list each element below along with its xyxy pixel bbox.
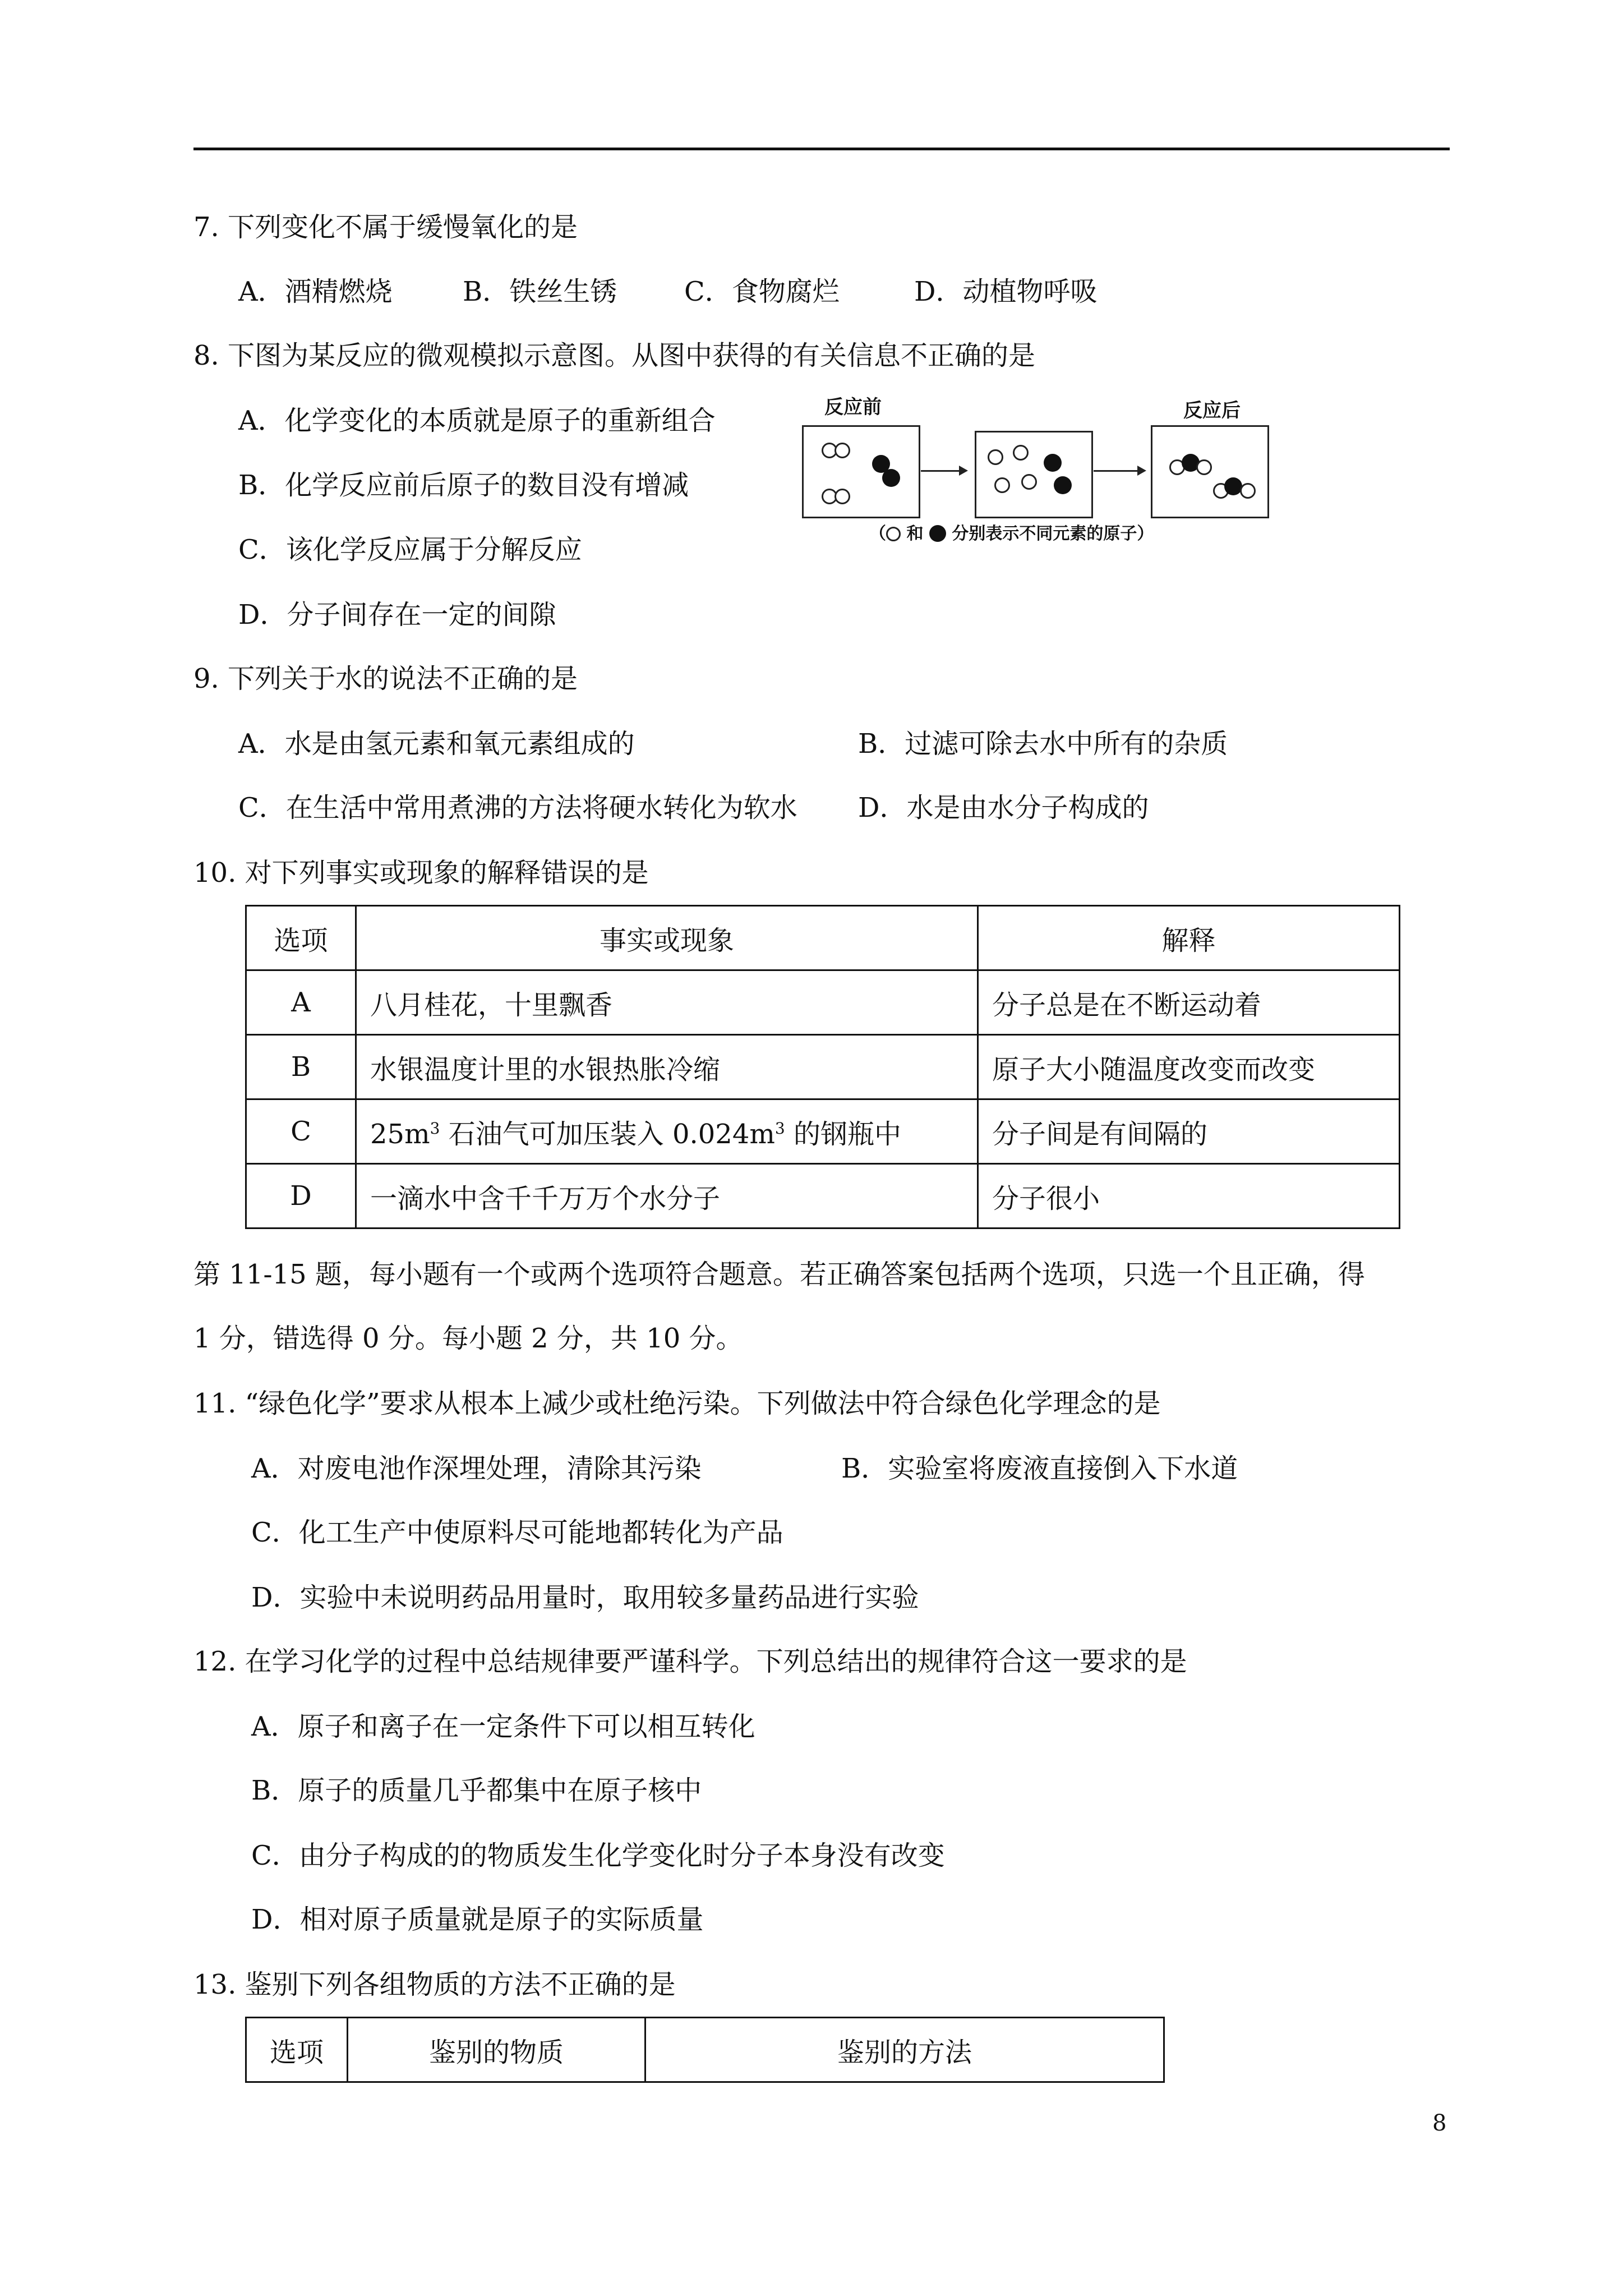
black-atom-icon	[929, 525, 946, 542]
section-note-line2: 1 分，错选得 0 分。每小题 2 分，共 10 分。	[193, 1323, 743, 1354]
white-atom	[994, 477, 1010, 493]
white-atom	[1240, 483, 1256, 499]
q9-option-b: B．过滤可除去水中所有的杂质	[858, 728, 1228, 760]
header-cell: 鉴别的物质	[348, 2018, 645, 2082]
header-cell: 鉴别的方法	[645, 2018, 1164, 2082]
reaction-diagram	[796, 387, 1290, 555]
q12-option-d: D．相对原子质量就是原子的实际质量	[251, 1904, 704, 1935]
q9-option-d: D．水是由水分子构成的	[858, 792, 1149, 823]
q9-option-a: A．水是由氢元素和氧元素组成的	[238, 728, 635, 760]
q8-option-d: D．分子间存在一定的间隙	[238, 599, 556, 631]
white-atom	[834, 443, 850, 458]
table-row	[246, 970, 1400, 1035]
middle-box	[975, 431, 1093, 518]
q12-stem: 12. 在学习化学的过程中总结规律要严谨科学。下列总结出的规律符合这一要求的是	[193, 1646, 1187, 1677]
q12-option-c: C．由分子构成的的物质发生化学变化时分子本身没有改变	[251, 1840, 945, 1871]
explanation-cell: 分子间是有间隔的	[978, 1099, 1400, 1164]
white-atom	[1021, 474, 1037, 490]
option-cell: D	[246, 1164, 356, 1228]
q13-stem: 13. 鉴别下列各组物质的方法不正确的是	[193, 1969, 676, 2000]
fact-cell: 水银温度计里的水银热胀冷缩	[356, 1035, 978, 1099]
q11-option-b: B．实验室将废液直接倒入下水道	[841, 1453, 1238, 1484]
section-note-line1: 第 11-15 题，每小题有一个或两个选项符合题意。若正确答案包括两个选项，只选一个且正确，得	[193, 1259, 1365, 1290]
reaction-arrow	[1094, 470, 1144, 472]
white-atom-icon	[886, 527, 901, 541]
white-atom	[1196, 459, 1212, 475]
white-atom	[834, 489, 850, 504]
q9-option-c: C．在生活中常用煮沸的方法将硬水转化为软水	[238, 792, 797, 823]
white-atom	[988, 449, 1003, 465]
q8-option-b: B．化学反应前后原子的数目没有增减	[238, 470, 689, 501]
header-cell: 解释	[978, 906, 1400, 970]
black-atom	[1224, 477, 1242, 495]
q11-option-a: A．对废电池作深埋处理，清除其污染	[251, 1453, 702, 1484]
black-atom	[1044, 454, 1062, 472]
q11-option-d: D．实验中未说明药品用量时，取用较多量药品进行实验	[251, 1582, 919, 1613]
fact-cell: 八月桂花，十里飘香	[356, 970, 978, 1035]
page-number: 8	[1432, 2110, 1447, 2136]
after-box	[1151, 425, 1269, 518]
fact-cell: $25m^3$ 石油气可加压装入 $0.024m^3$ 的钢瓶中	[356, 1099, 978, 1164]
q11-stem: 11. “绿色化学”要求从根本上减少或杜绝污染。下列做法中符合绿色化学理念的是	[193, 1388, 1161, 1419]
q7-option-a: A．酒精燃烧	[238, 276, 393, 307]
after-label: 反应后	[1183, 399, 1241, 422]
q13-table	[245, 2017, 1165, 2083]
diagram-caption: （ 和 分别表示不同元素的原子）	[869, 524, 1154, 544]
q7-stem: 7. 下列变化不属于缓慢氧化的是	[193, 211, 578, 243]
header-cell: 选项	[246, 2018, 348, 2082]
option-cell: C	[246, 1099, 356, 1164]
white-atom	[1013, 445, 1029, 461]
header-rule	[193, 148, 1450, 150]
header-cell: 事实或现象	[356, 906, 978, 970]
table-header-row	[246, 2018, 1164, 2082]
q7-option-d: D．动植物呼吸	[914, 276, 1098, 307]
table-row	[246, 1164, 1400, 1228]
explanation-cell: 原子大小随温度改变而改变	[978, 1035, 1400, 1099]
option-cell: A	[246, 970, 356, 1035]
q10-table	[245, 905, 1400, 1229]
q8-option-c: C．该化学反应属于分解反应	[238, 534, 582, 565]
black-atom	[882, 469, 900, 487]
q9-stem: 9. 下列关于水的说法不正确的是	[193, 663, 578, 694]
q11-option-c: C．化工生产中使原料尽可能地都转化为产品	[251, 1517, 783, 1548]
table-row	[246, 1035, 1400, 1099]
q8-stem: 8. 下图为某反应的微观模拟示意图。从图中获得的有关信息不正确的是	[193, 340, 1036, 371]
explanation-cell: 分子总是在不断运动着	[978, 970, 1400, 1035]
q12-option-a: A．原子和离子在一定条件下可以相互转化	[251, 1711, 755, 1742]
reaction-arrow	[921, 470, 966, 472]
q12-option-b: B．原子的质量几乎都集中在原子核中	[251, 1775, 702, 1806]
q7-option-b: B．铁丝生锈	[463, 276, 617, 307]
option-cell: B	[246, 1035, 356, 1099]
q10-stem: 10. 对下列事实或现象的解释错误的是	[193, 857, 649, 889]
header-cell: 选项	[246, 906, 356, 970]
before-box	[802, 425, 920, 518]
black-atom	[1054, 476, 1072, 494]
table-header-row	[246, 906, 1400, 970]
q7-option-c: C．食物腐烂	[684, 276, 840, 307]
fact-cell: 一滴水中含千千万万个水分子	[356, 1164, 978, 1228]
explanation-cell: 分子很小	[978, 1164, 1400, 1228]
before-label: 反应前	[824, 396, 882, 418]
table-row	[246, 1099, 1400, 1164]
q8-option-a: A．化学变化的本质就是原子的重新组合	[238, 405, 716, 436]
